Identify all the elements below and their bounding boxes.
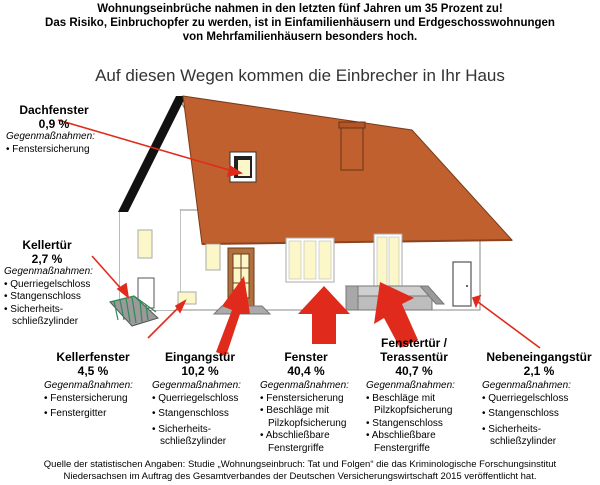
kellerfenster-percent: 4,5 % — [77, 364, 109, 378]
label-nebeneingangstuer — [482, 350, 596, 449]
label-eingangstuer — [152, 350, 248, 449]
headline-line-1: Wohnungseinbrüche nahmen in den letzten fünf Jahren um 35 Prozent zu! — [97, 3, 503, 15]
kellertuer-measure-cont: schließzylinder — [12, 316, 79, 327]
fenstertuer-measure-cont: Fenstergriffe — [374, 442, 430, 454]
headline-line-2: Das Risiko, Einbruchopfer zu werden, ist in Einfamilienhäusern und Erdgeschosswohnungen — [45, 17, 555, 29]
dachfenster-name: Dachfenster — [19, 103, 89, 117]
kellertuer-measure: • Stangenschloss — [4, 291, 93, 304]
label-kellerfenster — [44, 350, 142, 421]
eingangstuer-measure: • Querriegelschloss — [152, 393, 248, 406]
dachfenster-measures-label: Gegenmaßnahmen: — [6, 131, 95, 142]
source-line-1: Quelle der statistischen Angaben: Studie „Wohnungseinbruch: Tat und Folgen“ die das Kriminologische Forschungsinstitut — [43, 459, 557, 470]
headline-line-3: von Mehrfamilienhäusern besonders hoch. — [182, 31, 418, 43]
arrow-kellertuer — [92, 256, 124, 292]
side-door — [453, 262, 471, 306]
kellertuer-percent: 2,7 % — [31, 252, 63, 266]
kellerfenster-measure: • Fenstersicherung — [44, 393, 142, 406]
chimney — [341, 126, 363, 170]
nebeneingangstuer-percent: 2,1 % — [523, 364, 555, 378]
nebeneingangstuer-measure: • Sicherheits- — [482, 424, 596, 437]
eingangstuer-measures-label: Gegenmaßnahmen: — [152, 380, 241, 391]
arrow-nebeneingang — [478, 302, 540, 348]
dachfenster-measure: • Fenstersicherung — [6, 144, 102, 157]
eingangstuer-measure: • Stangenschloss — [152, 408, 248, 421]
diagram-subtitle: Auf diesen Wegen kommen die Einbrecher in Ihr Haus — [95, 66, 505, 85]
fenster-measure-cont: Fenstergriffe — [268, 442, 324, 454]
kellertuer-name: Kellertür — [22, 238, 72, 252]
nebeneingangstuer-measures-label: Gegenmaßnahmen: — [482, 380, 571, 391]
label-fenster — [260, 350, 352, 455]
kellerfenster-measure: • Fenstergitter — [44, 408, 142, 421]
nebeneingangstuer-name: Nebeneingangstür — [486, 350, 592, 364]
eingangstuer-name: Eingangstür — [164, 350, 235, 364]
eingangstuer-measure: • Sicherheits- — [152, 424, 248, 437]
fenster-measure: • Beschläge mit — [260, 405, 352, 418]
nebeneingangstuer-measure-cont: schließzylinder — [490, 436, 557, 447]
nebeneingangstuer-measure: • Querriegelschloss — [482, 393, 596, 406]
fenster-measure-cont: Pilzkopfsicherung — [268, 417, 347, 429]
fenstertuer-measure: • Beschläge mit — [366, 393, 462, 406]
label-kellertuer — [4, 238, 93, 329]
source-note — [0, 459, 600, 483]
eingangstuer-percent: 10,2 % — [181, 364, 219, 378]
fenster-measure: • Abschließbare — [260, 430, 352, 443]
fenstertuer-percent: 40,7 % — [395, 364, 433, 378]
fenster-measure: • Fenstersicherung — [260, 393, 352, 406]
fenster-measures-label: Gegenmaßnahmen: — [260, 380, 349, 391]
fenstertuer-measures-label: Gegenmaßnahmen: — [366, 380, 455, 391]
dachfenster-percent: 0,9 % — [38, 117, 70, 131]
fenster-percent: 40,4 % — [287, 364, 325, 378]
gable-window-right — [206, 244, 220, 270]
kellertuer-measure: • Querriegelschloss — [4, 279, 93, 292]
kellerfenster-measures-label: Gegenmaßnahmen: — [44, 380, 133, 391]
fenstertuer-name-line-2: Terassentür — [380, 350, 448, 364]
eingangstuer-measure-cont: schließzylinder — [160, 436, 227, 447]
arrow-kellerfenster — [148, 306, 180, 338]
cellar-window — [178, 292, 196, 304]
kellertuer-measure: • Sicherheits- — [4, 304, 93, 317]
nebeneingangstuer-measure: • Stangenschloss — [482, 408, 596, 421]
fenstertuer-name-line-1: Fenstertür / — [380, 336, 447, 350]
kellertuer-measures-label: Gegenmaßnahmen: — [4, 266, 93, 277]
fenstertuer-measure: • Abschließbare — [366, 430, 462, 443]
fenster-name: Fenster — [284, 350, 328, 364]
fenstertuer-measure: • Stangenschloss — [366, 418, 462, 431]
label-fenstertuer — [366, 336, 462, 455]
source-line-2: Niedersachsen im Auftrag des Gesamtverbandes der Deutschen Versicherungswirtschaft 2015 veröffentlicht hat. — [63, 471, 537, 482]
fenstertuer-measure-cont: Pilzkopfsicherung — [374, 405, 453, 416]
label-dachfenster — [6, 103, 102, 156]
kellerfenster-name: Kellerfenster — [56, 350, 130, 364]
gable-window-left — [138, 230, 152, 258]
